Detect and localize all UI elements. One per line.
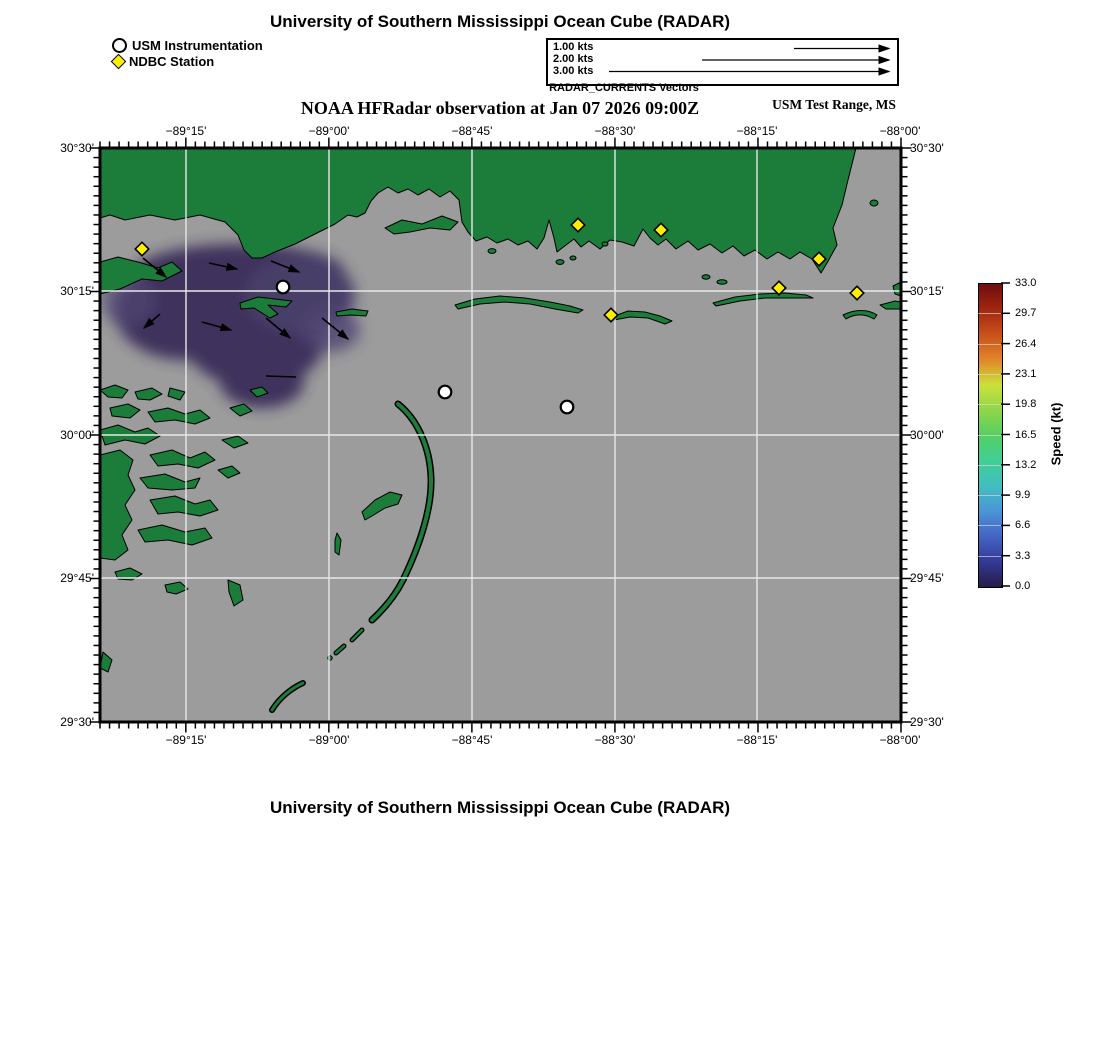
colorbar-tick-label: 26.4 xyxy=(1015,337,1037,350)
x-axis-label-bottom: −88°15' xyxy=(736,733,778,747)
legend-row-ndbc xyxy=(113,54,214,69)
legend-usm-label: USM Instrumentation xyxy=(132,38,263,53)
colorbar-gridline xyxy=(978,525,1001,526)
colorbar-tick-label: 0.0 xyxy=(1015,580,1031,592)
y-axis-label-left: 29°45' xyxy=(60,571,94,585)
colorbar-axis-label: Speed (kt) xyxy=(1048,402,1064,466)
x-axis-label-bottom: −89°15' xyxy=(165,733,207,747)
colorbar-gridline xyxy=(978,404,1001,405)
x-axis-label-top: −89°00' xyxy=(308,124,350,138)
colorbar-ticks xyxy=(999,280,1013,590)
map-canvas xyxy=(96,144,905,726)
footer-title: University of Southern Mississippi Ocean Cube (RADAR) xyxy=(269,798,731,817)
y-axis-label-right: 30°00' xyxy=(910,428,944,442)
y-axis-label-left: 30°15' xyxy=(60,284,94,298)
usm-station-marker xyxy=(277,281,290,294)
y-axis-label-right: 29°45' xyxy=(910,571,944,585)
vector-scale-caption: RADAR_CURRENTS Vectors xyxy=(549,82,699,94)
figure-subtitle: NOAA HFRadar observation at Jan 07 2026 09:00Z xyxy=(300,98,700,118)
vector-scale-box xyxy=(546,38,899,86)
colorbar-tick-label: 33.0 xyxy=(1015,277,1037,289)
colorbar-tick-label: 3.3 xyxy=(1015,549,1031,562)
legend-row-usm xyxy=(112,38,263,53)
vector-scale-1kt-label: 1.00 kts xyxy=(553,41,594,53)
colorbar-gridline xyxy=(978,374,1001,375)
x-axis-label-top: −88°30' xyxy=(594,124,636,138)
usm-station-marker xyxy=(439,386,452,399)
y-axis-label-right: 29°30' xyxy=(910,715,944,729)
x-axis-label-bottom: −88°00' xyxy=(879,733,921,747)
x-axis-label-top: −89°15' xyxy=(165,124,207,138)
current-vector xyxy=(266,376,296,377)
colorbar-gridline xyxy=(978,495,1001,496)
vector-scale-2kt-label: 2.00 kts xyxy=(553,53,594,65)
figure-title: University of Southern Mississippi Ocean Cube (RADAR) xyxy=(269,12,731,31)
colorbar-tick-label: 6.6 xyxy=(1015,519,1031,532)
x-axis-label-top: −88°45' xyxy=(451,124,493,138)
vector-scale-3kt-label: 3.00 kts xyxy=(553,65,594,77)
colorbar-gridline xyxy=(978,465,1001,466)
colorbar-gridline xyxy=(978,313,1001,314)
usm-station-marker xyxy=(561,401,574,414)
colorbar-gridline xyxy=(978,435,1001,436)
y-axis-label-left: 30°30' xyxy=(60,141,94,155)
colorbar-tick-label: 29.7 xyxy=(1015,307,1037,320)
colorbar-tick-label: 9.9 xyxy=(1015,489,1031,502)
y-axis-label-right: 30°30' xyxy=(910,141,944,155)
y-axis-label-right: 30°15' xyxy=(910,284,944,298)
colorbar-tick-label: 23.1 xyxy=(1015,367,1037,380)
current-vector-head xyxy=(879,68,889,75)
x-axis-label-top: −88°00' xyxy=(879,124,921,138)
current-vector-head xyxy=(879,57,889,64)
colorbar-tick-label: 16.5 xyxy=(1015,428,1037,441)
colorbar-gridline xyxy=(978,344,1001,345)
current-vector-head xyxy=(879,45,889,52)
y-axis-label-left: 30°00' xyxy=(60,428,94,442)
legend-ndbc-label: NDBC Station xyxy=(129,54,215,69)
region-label: USM Test Range, MS xyxy=(772,97,896,112)
x-axis-label-bottom: −88°45' xyxy=(451,733,493,747)
x-axis-label-bottom: −88°30' xyxy=(594,733,636,747)
x-axis-label-bottom: −89°00' xyxy=(308,733,350,747)
x-axis-label-top: −88°15' xyxy=(736,124,778,138)
usm-instrumentation-icon xyxy=(112,38,127,53)
colorbar-tick-label: 19.8 xyxy=(1015,398,1037,411)
y-axis-label-left: 29°30' xyxy=(60,715,94,729)
colorbar-tick-label: 13.2 xyxy=(1015,458,1037,471)
colorbar-gridline xyxy=(978,556,1001,557)
ndbc-station-icon xyxy=(111,54,127,70)
vector-scale-arrows xyxy=(548,40,897,84)
